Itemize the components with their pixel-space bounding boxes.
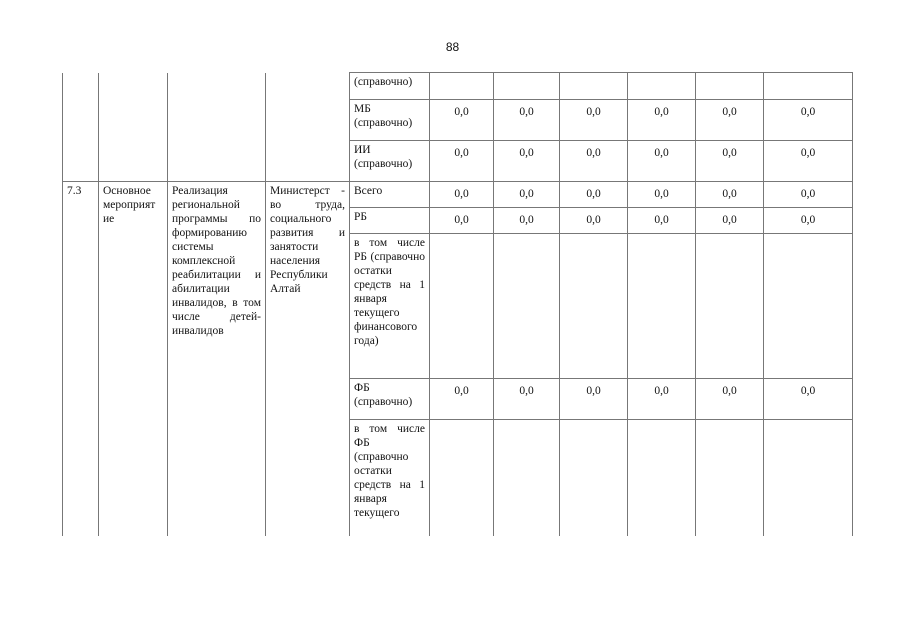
funding-source: Всего <box>350 182 430 208</box>
funding-source: ФБ (справочно) <box>350 379 430 420</box>
funding-source: МБ (справочно) <box>350 100 430 141</box>
value-cell: 0,0 <box>430 208 494 234</box>
value-cell: 0,0 <box>430 182 494 208</box>
value-cell <box>560 234 628 379</box>
empty-cell <box>266 73 350 182</box>
value-cell <box>560 73 628 100</box>
value-cell: 0,0 <box>430 141 494 182</box>
value-cell: 0,0 <box>494 141 560 182</box>
item-name: Реализация региональной программы по формированию системы комплексной реабилитации и абилитации инвалидов, в том числе детей-инвалидов <box>168 182 266 536</box>
value-cell <box>764 234 853 379</box>
funding-source: (справочно) <box>350 73 430 100</box>
funding-source: РБ <box>350 208 430 234</box>
value-cell <box>628 73 696 100</box>
value-cell: 0,0 <box>560 182 628 208</box>
value-cell <box>764 73 853 100</box>
value-cell <box>430 234 494 379</box>
value-cell: 0,0 <box>560 379 628 420</box>
table-row <box>63 182 853 208</box>
value-cell: 0,0 <box>628 379 696 420</box>
value-cell <box>560 420 628 536</box>
value-cell: 0,0 <box>696 141 764 182</box>
value-cell: 0,0 <box>494 208 560 234</box>
value-cell: 0,0 <box>560 141 628 182</box>
value-cell: 0,0 <box>494 100 560 141</box>
value-cell <box>628 420 696 536</box>
value-cell <box>696 234 764 379</box>
value-cell <box>494 73 560 100</box>
value-cell <box>696 420 764 536</box>
value-cell: 0,0 <box>430 379 494 420</box>
value-cell: 0,0 <box>430 100 494 141</box>
item-type: Основное мероприят ие <box>99 182 168 536</box>
value-cell: 0,0 <box>696 208 764 234</box>
value-cell: 0,0 <box>628 100 696 141</box>
value-cell <box>494 420 560 536</box>
empty-cell <box>168 73 266 182</box>
value-cell <box>764 420 853 536</box>
value-cell: 0,0 <box>764 208 853 234</box>
value-cell: 0,0 <box>494 379 560 420</box>
value-cell <box>628 234 696 379</box>
funding-source: в том числе ФБ (справочно остатки средств на 1 января текущего <box>350 420 430 536</box>
value-cell <box>430 420 494 536</box>
value-cell: 0,0 <box>764 141 853 182</box>
value-cell: 0,0 <box>628 208 696 234</box>
value-cell: 0,0 <box>696 100 764 141</box>
value-cell <box>430 73 494 100</box>
value-cell: 0,0 <box>764 100 853 141</box>
funding-source: ИИ (справочно) <box>350 141 430 182</box>
empty-cell <box>99 73 168 182</box>
value-cell <box>494 234 560 379</box>
value-cell: 0,0 <box>628 141 696 182</box>
item-executor: Министерст - во труда, социального развития и занятости населения Республики Алтай <box>266 182 350 536</box>
value-cell: 0,0 <box>560 208 628 234</box>
funding-source: в том числе РБ (справочно остатки средств на 1 января текущего финансового года) <box>350 234 430 379</box>
value-cell: 0,0 <box>764 182 853 208</box>
item-number: 7.3 <box>63 182 99 536</box>
value-cell: 0,0 <box>628 182 696 208</box>
value-cell: 0,0 <box>560 100 628 141</box>
page-number: 88 <box>445 40 460 54</box>
budget-table <box>62 72 853 536</box>
value-cell: 0,0 <box>696 379 764 420</box>
value-cell: 0,0 <box>494 182 560 208</box>
value-cell <box>696 73 764 100</box>
value-cell: 0,0 <box>696 182 764 208</box>
table-row <box>63 73 853 100</box>
empty-cell <box>63 73 99 182</box>
value-cell: 0,0 <box>764 379 853 420</box>
